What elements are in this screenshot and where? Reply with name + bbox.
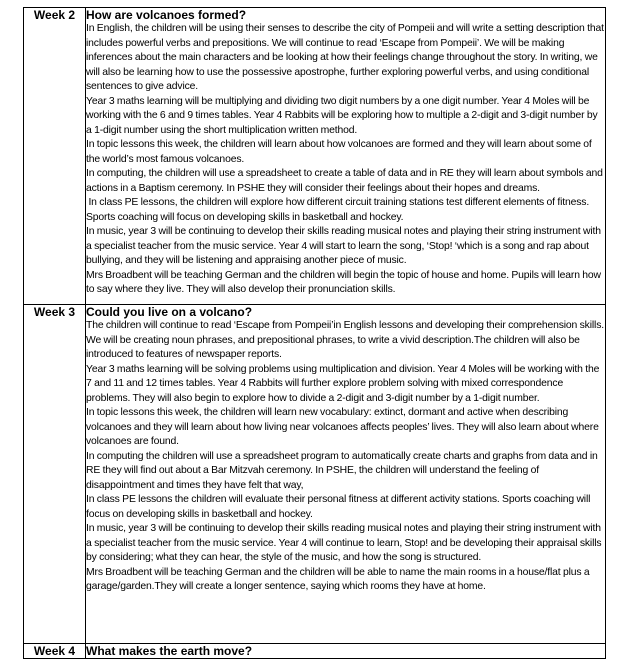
- computing-paragraph: In computing, the children will use a spreadsheet to create a table of data and in RE they will learn about symbols and actions in a Baptism ceremony. In PSHE they will consider their feelings about their hopes and dreams.: [86, 168, 603, 194]
- pe-paragraph: In class PE lessons, the children will explore how different circuit training stations test different elements of fitness. Sports coaching will focus on developing skills in basketball and hockey.: [86, 197, 592, 223]
- week-title: How are volcanoes formed?: [86, 8, 247, 22]
- week-content-cell: [86, 644, 606, 659]
- computing-paragraph: In computing the children will use a spreadsheet program to automatically create charts and graphs from data and in RE they will find out about a Bar Mitzvah ceremony. In PSHE, the children will understand the feeling of disappointment and times they have felt that way,: [86, 450, 598, 491]
- week-title: What makes the earth move?: [86, 644, 253, 658]
- weekly-plan-table: [23, 7, 606, 659]
- week-content-cell: [86, 8, 606, 305]
- week-row-2: [24, 8, 606, 305]
- maths-paragraph: Year 3 maths learning will be solving problems using multiplication and division. Year 4 Moles will be working with the 7 and 11 and 12 times tables. Year 4 Rabbits will further explore problem solving with mixed correspondence problems. They will also begin to explore how to divide a 2-digit and 3-digit number by a 1-digit number.: [86, 363, 600, 404]
- week-title: Could you live on a volcano?: [86, 305, 253, 319]
- week-row-3: [24, 305, 606, 644]
- maths-paragraph: Year 3 maths learning will be multiplying and dividing two digit numbers by a one digit number. Year 4 Moles will be working with the 6 and 9 times tables. Year 4 Rabbits will be exploring how to multiple a 2-digit and 3-digit number by a 1-digit number using the short multiplication written method.: [86, 95, 598, 136]
- week-content-cell: [86, 305, 606, 644]
- english-paragraph: The children will continue to read ‘Escape from Pompeii’in English lessons and developing their comprehension skills. We will be creating noun phrases, and prepositional phrases, to write a vivid description.The children will also be introduced to features of newspaper reports.: [86, 320, 604, 360]
- week-label-cell: [24, 8, 86, 305]
- week-label: Week 3: [33, 305, 76, 319]
- week-label-cell: [24, 305, 86, 644]
- music-paragraph: In music, year 3 will be continuing to develop their skills reading musical notes and playing their string instrument with a specialist teacher from the music service. Year 4 will continue to learn, Stop! and be developing their appraisal skills by considering; what they can hear, the style of the music, and how the song is structured.: [86, 523, 602, 563]
- topic-paragraph: In topic lessons this week, the children will learn new vocabulary: extinct, dormant and active when describing volcanoes and they will learn about how living near volcanoes affects peoples’ lives. They will also learn about where volcanoes are found.: [86, 407, 599, 447]
- german-paragraph: Mrs Broadbent will be teaching German and the children will begin the topic of house and home. Pupils will learn how to say where they live. They will also develop their pronunciation skills.: [86, 269, 601, 295]
- week-row-4: [24, 644, 606, 659]
- week-label: Week 4: [33, 644, 76, 658]
- week-label: Week 2: [33, 8, 76, 22]
- week-label-cell: [24, 644, 86, 659]
- pe-paragraph: In class PE lessons the children will evaluate their personal fitness at different activity stations. Sports coaching will focus on developing skills in basketball and hockey.: [86, 494, 591, 520]
- topic-paragraph: In topic lessons this week, the children will learn about how volcanoes are formed and they will learn about some of the world’s most famous volcanoes.: [86, 139, 592, 165]
- english-paragraph: In English, the children will be using their senses to describe the city of Pompeii and will write a setting description that includes powerful verbs and prepositions. We will continue to read ‘Escape from Pompeii’. We will be making inferences about the main characters and be looking at how their feelings change throughout the story. In writing, we will also be learning how to use the possessive apostrophe, further exploring powerful verbs, and using conditional sentences to give advice.: [86, 23, 604, 92]
- music-paragraph: In music, year 3 will be continuing to develop their skills reading musical notes and playing their string instrument with a specialist teacher from the music service. Year 4 will start to learn the song, ‘Stop! ‘which is a song and rap about bullying, and they will be listening and appraising another piece of music.: [86, 226, 601, 266]
- german-paragraph: Mrs Broadbent will be teaching German and the children will be able to name the main rooms in a house/flat plus a garage/garden.They will create a longer sentence, saying which rooms they have at home.: [86, 566, 590, 592]
